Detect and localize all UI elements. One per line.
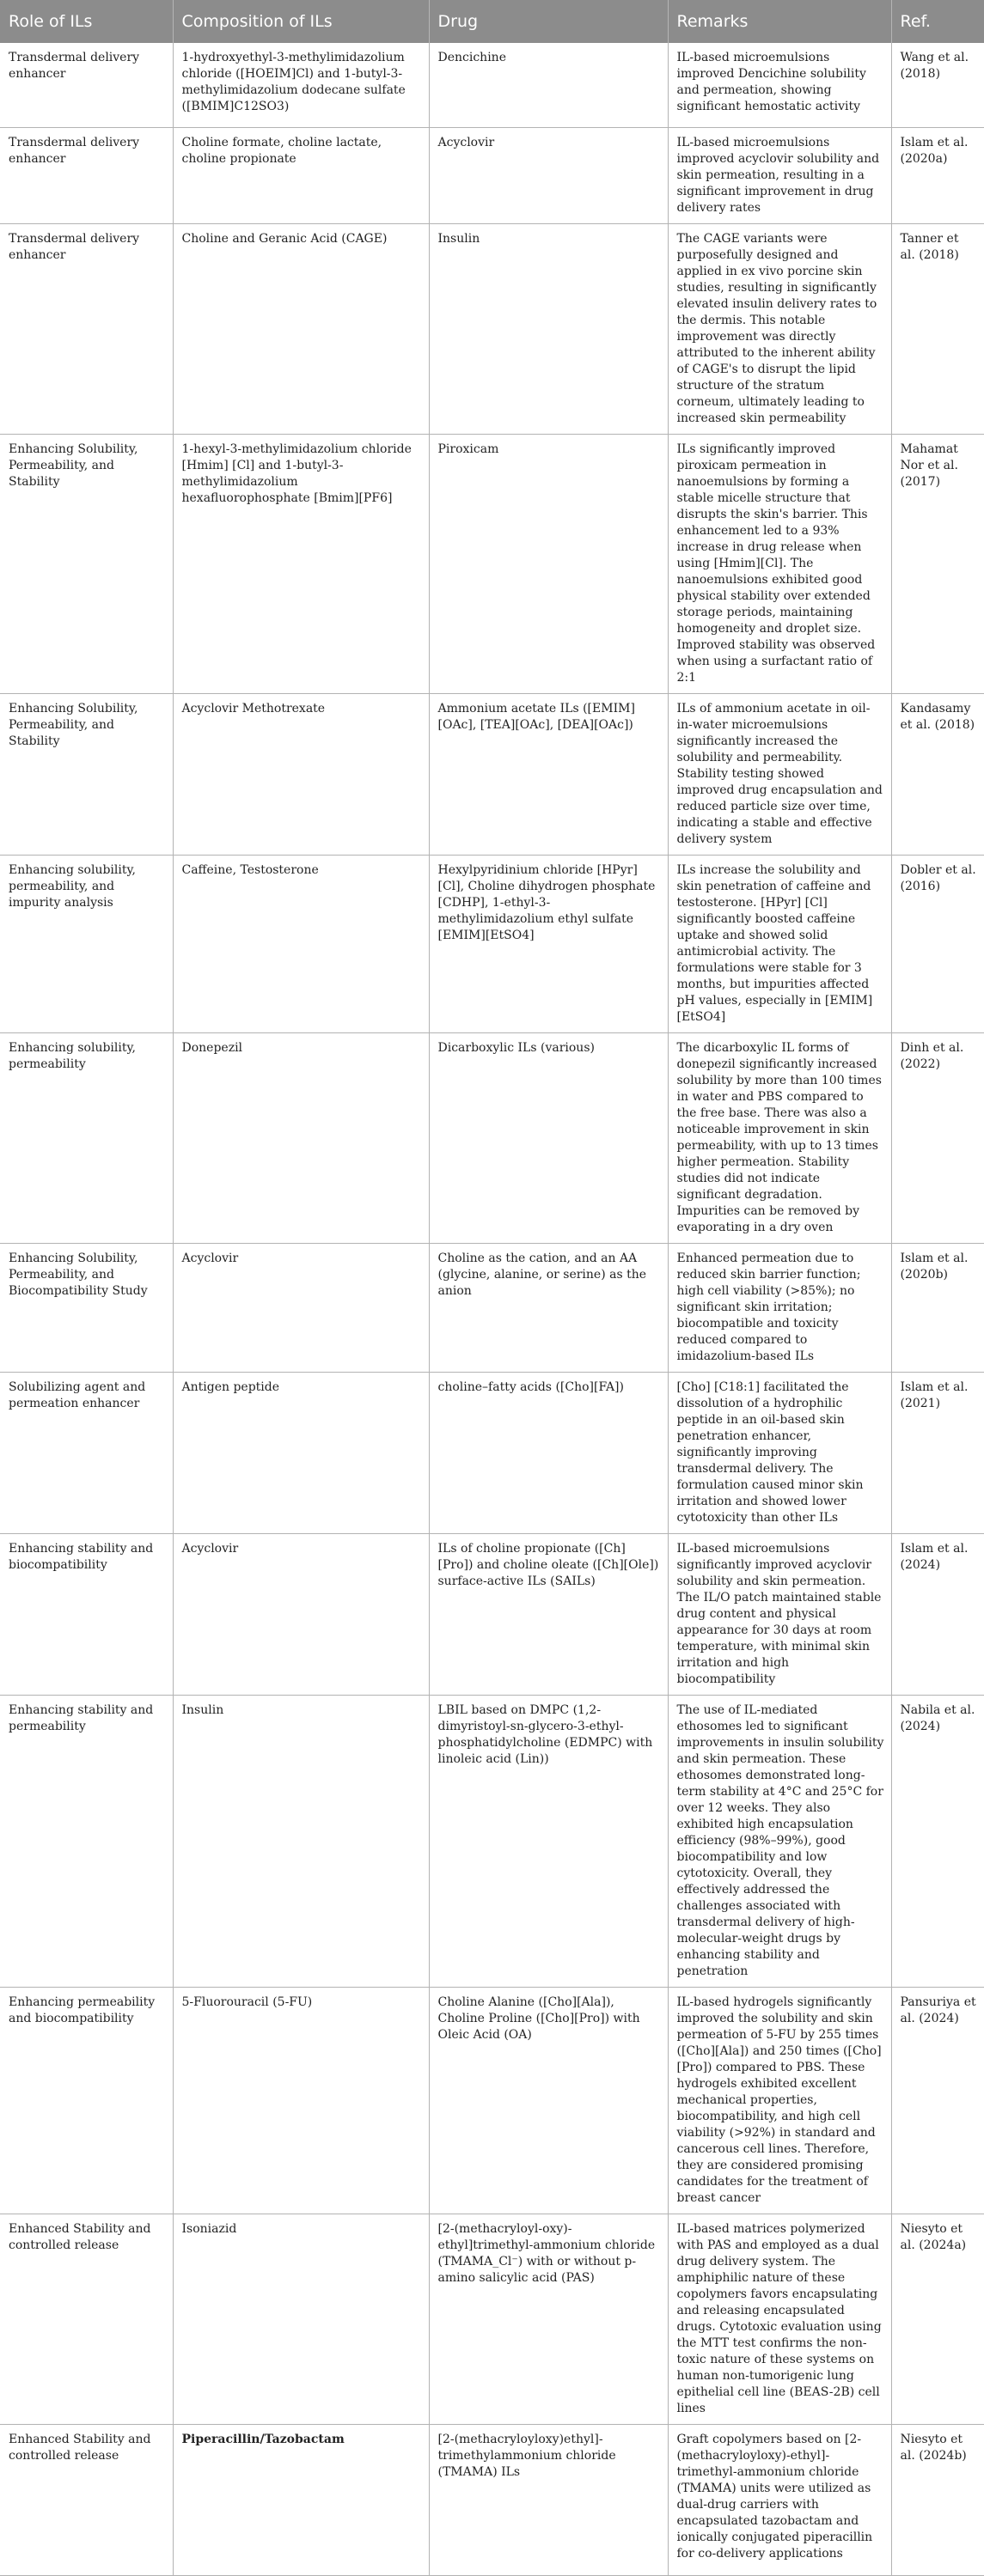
cell-drug: Choline as the cation, and an AA (glycine, alanine, or serine) as the anion — [429, 1243, 668, 1372]
cell-drug: [2-(methacryloyloxy)ethyl]-trimethylammonium chloride (TMAMA) ILs — [429, 2424, 668, 2575]
cell-ref: Islam et al. (2020b) — [891, 1243, 984, 1372]
cell-ref: Niesyto et al. (2024a) — [891, 2214, 984, 2424]
table-row — [0, 1032, 984, 1243]
cell-drug: Piroxicam — [429, 434, 668, 693]
header-remarks: Remarks — [668, 0, 891, 43]
cell-remarks: ILs significantly improved piroxicam permeation in nanoemulsions by forming a stable micelle structure that disrupts the skin's barrier. This enhancement led to a 93% increase in drug release when using [Hmim][Cl]. The nanoemulsions exhibited good physical stability over extended storage periods, maintaining homogeneity and droplet size. Improved stability was observed when using a surfactant ratio of 2:1 — [668, 434, 891, 693]
cell-remarks: [Cho] [C18:1] facilitated the dissolution of a hydrophilic peptide in an oil-based skin penetration enhancer, significantly improving transdermal delivery. The formulation caused minor skin irritation and showed lower cytotoxicity than other ILs — [668, 1372, 891, 1533]
cell-composition: Insulin — [173, 1695, 429, 1987]
cell-ref: Niesyto et al. (2024b) — [891, 2424, 984, 2575]
cell-ref: Wang et al. (2018) — [891, 43, 984, 127]
table-row — [0, 43, 984, 127]
table-row — [0, 2214, 984, 2424]
cell-drug: ILs of choline propionate ([Ch][Pro]) and choline oleate ([Ch][Ole]) surface-active ILs (SAILs) — [429, 1533, 668, 1695]
header-composition: Composition of ILs — [173, 0, 429, 43]
cell-remarks: ILs of ammonium acetate in oil-in-water microemulsions significantly increased the solubility and permeability. Stability testing showed improved drug encapsulation and reduced particle size over time, indicating a stable and effective delivery system — [668, 693, 891, 855]
cell-remarks: IL-based microemulsions improved acyclovir solubility and skin permeation, resulting in a significant improvement in drug delivery rates — [668, 127, 891, 223]
table-row — [0, 1533, 984, 1695]
cell-role: Enhancing permeability and biocompatibility — [0, 1987, 173, 2214]
cell-composition: Acyclovir — [173, 1533, 429, 1695]
cell-role: Enhancing Solubility, Permeability, and Stability — [0, 693, 173, 855]
cell-remarks: IL-based microemulsions improved Dencichine solubility and permeation, showing significant hemostatic activity — [668, 43, 891, 127]
cell-drug: Choline Alanine ([Cho][Ala]), Choline Proline ([Cho][Pro]) with Oleic Acid (OA) — [429, 1987, 668, 2214]
cell-role: Enhanced Stability and controlled release — [0, 2424, 173, 2575]
table-header-row — [0, 0, 984, 43]
cell-composition: Acyclovir — [173, 1243, 429, 1372]
cell-drug: Acyclovir — [429, 127, 668, 223]
cell-remarks: The CAGE variants were purposefully designed and applied in ex vivo porcine skin studies, resulting in significantly elevated insulin delivery rates to the dermis. This notable improvement was directly attributed to the inherent ability of CAGE's to disrupt the lipid structure of the stratum corneum, ultimately leading to increased skin permeability — [668, 223, 891, 434]
header-drug: Drug — [429, 0, 668, 43]
cell-remarks: IL-based microemulsions significantly improved acyclovir solubility and skin permeation. The IL/O patch maintained stable drug content and physical appearance for 30 days at room temperature, with minimal skin irritation and high biocompatibility — [668, 1533, 891, 1695]
cell-role: Transdermal delivery enhancer — [0, 127, 173, 223]
cell-drug: [2-(methacryloyl-oxy)-ethyl]trimethyl-ammonium chloride (TMAMA_Cl⁻) with or without p-amino salicylic acid (PAS) — [429, 2214, 668, 2424]
cell-composition: Choline formate, choline lactate, choline propionate — [173, 127, 429, 223]
cell-role: Enhancing solubility, permeability — [0, 1032, 173, 1243]
cell-drug: choline–fatty acids ([Cho][FA]) — [429, 1372, 668, 1533]
cell-remarks: ILs increase the solubility and skin penetration of caffeine and testosterone. [HPyr] [Cl] significantly boosted caffeine uptake and showed solid antimicrobial activity. The formulations were stable for 3 months, but impurities affected pH values, especially in [EMIM][EtSO4] — [668, 855, 891, 1032]
cell-composition: Donepezil — [173, 1032, 429, 1243]
cell-composition: Piperacillin/Tazobactam — [173, 2424, 429, 2575]
cell-remarks: Enhanced permeation due to reduced skin barrier function; high cell viability (>85%); no significant skin irritation; biocompatible and toxicity reduced compared to imidazolium-based ILs — [668, 1243, 891, 1372]
cell-role: Enhancing Solubility, Permeability, and Stability — [0, 434, 173, 693]
table-row — [0, 223, 984, 434]
cell-remarks: IL-based hydrogels significantly improved the solubility and skin permeation of 5-FU by 255 times ([Cho][Ala]) and 250 times ([Cho][Pro]) compared to PBS. These hydrogels exhibited excellent mechanical properties, biocompatibility, and high cell viability (>92%) in standard and cancerous cell lines. Therefore, they are considered promising candidates for the treatment of breast cancer — [668, 1987, 891, 2214]
cell-composition: Choline and Geranic Acid (CAGE) — [173, 223, 429, 434]
cell-drug: Dencichine — [429, 43, 668, 127]
cell-drug: Dicarboxylic ILs (various) — [429, 1032, 668, 1243]
cell-ref: Tanner et al. (2018) — [891, 223, 984, 434]
table-row — [0, 127, 984, 223]
cell-remarks: The use of IL-mediated ethosomes led to significant improvements in insulin solubility and skin permeation. These ethosomes demonstrated long-term stability at 4°C and 25°C for over 12 weeks. They also exhibited high encapsulation efficiency (98%–99%), good biocompatibility and low cytotoxicity. Overall, they effectively addressed the challenges associated with transdermal delivery of high-molecular-weight drugs by enhancing stability and penetration — [668, 1695, 891, 1987]
cell-composition: 1-hydroxyethyl-3-methylimidazolium chloride ([HOEIM]Cl) and 1-butyl-3-methylimidazolium dodecane sulfate ([BMIM]C12SO3) — [173, 43, 429, 127]
cell-composition: Antigen peptide — [173, 1372, 429, 1533]
table-row — [0, 855, 984, 1032]
cell-composition: Acyclovir Methotrexate — [173, 693, 429, 855]
cell-drug: LBIL based on DMPC (1,2-dimyristoyl-sn-glycero-3-ethyl-phosphatidylcholine (EDMPC) with linoleic acid (Lin)) — [429, 1695, 668, 1987]
cell-role: Transdermal delivery enhancer — [0, 223, 173, 434]
table-row — [0, 434, 984, 693]
cell-role: Solubilizing agent and permeation enhancer — [0, 1372, 173, 1533]
header-role: Role of ILs — [0, 0, 173, 43]
table-row — [0, 1243, 984, 1372]
cell-drug: Hexylpyridinium chloride [HPyr][Cl], Choline dihydrogen phosphate [CDHP], 1-ethyl-3-methylimidazolium ethyl sulfate [EMIM][EtSO4] — [429, 855, 668, 1032]
cell-composition: Caffeine, Testosterone — [173, 855, 429, 1032]
header-ref: Ref. — [891, 0, 984, 43]
cell-ref: Islam et al. (2021) — [891, 1372, 984, 1533]
cell-role: Enhanced Stability and controlled release — [0, 2214, 173, 2424]
cell-ref: Dinh et al. (2022) — [891, 1032, 984, 1243]
cell-drug: Ammonium acetate ILs ([EMIM][OAc], [TEA][OAc], [DEA][OAc]) — [429, 693, 668, 855]
cell-role: Enhancing solubility, permeability, and impurity analysis — [0, 855, 173, 1032]
table-row — [0, 2424, 984, 2575]
cell-ref: Islam et al. (2020a) — [891, 127, 984, 223]
cell-composition: Isoniazid — [173, 2214, 429, 2424]
cell-remarks: IL-based matrices polymerized with PAS and employed as a dual drug delivery system. The amphiphilic nature of these copolymers favors encapsulating and releasing encapsulated drugs. Cytotoxic evaluation using the MTT test confirms the non-toxic nature of these systems on human non-tumorigenic lung epithelial cell line (BEAS-2B) cell lines — [668, 2214, 891, 2424]
cell-ref: Nabila et al. (2024) — [891, 1695, 984, 1987]
table-row — [0, 1987, 984, 2214]
cell-composition: 1-hexyl-3-methylimidazolium chloride [Hmim] [Cl] and 1-butyl-3-methylimidazolium hexafluorophosphate [Bmim][PF6] — [173, 434, 429, 693]
cell-ref: Mahamat Nor et al. (2017) — [891, 434, 984, 693]
cell-remarks: The dicarboxylic IL forms of donepezil significantly increased solubility by more than 100 times in water and PBS compared to the free base. There was also a noticeable improvement in skin permeability, with up to 13 times higher permeation. Stability studies did not indicate significant degradation. Impurities can be removed by evaporating in a dry oven — [668, 1032, 891, 1243]
cell-ref: Islam et al. (2024) — [891, 1533, 984, 1695]
table-row — [0, 693, 984, 855]
cell-role: Enhancing Solubility, Permeability, and Biocompatibility Study — [0, 1243, 173, 1372]
cell-role: Enhancing stability and biocompatibility — [0, 1533, 173, 1695]
cell-composition: 5-Fluorouracil (5-FU) — [173, 1987, 429, 2214]
cell-role: Transdermal delivery enhancer — [0, 43, 173, 127]
cell-remarks: Graft copolymers based on [2-(methacryloyloxy)-ethyl]-trimethyl-ammonium chloride (TMAMA) units were utilized as dual-drug carriers with encapsulated tazobactam and ionically conjugated piperacillin for co-delivery applications — [668, 2424, 891, 2575]
cell-ref: Dobler et al. (2016) — [891, 855, 984, 1032]
cell-ref: Kandasamy et al. (2018) — [891, 693, 984, 855]
table-row — [0, 1372, 984, 1533]
cell-drug: Insulin — [429, 223, 668, 434]
cell-ref: Pansuriya et al. (2024) — [891, 1987, 984, 2214]
cell-role: Enhancing stability and permeability — [0, 1695, 173, 1987]
table-row — [0, 1695, 984, 1987]
